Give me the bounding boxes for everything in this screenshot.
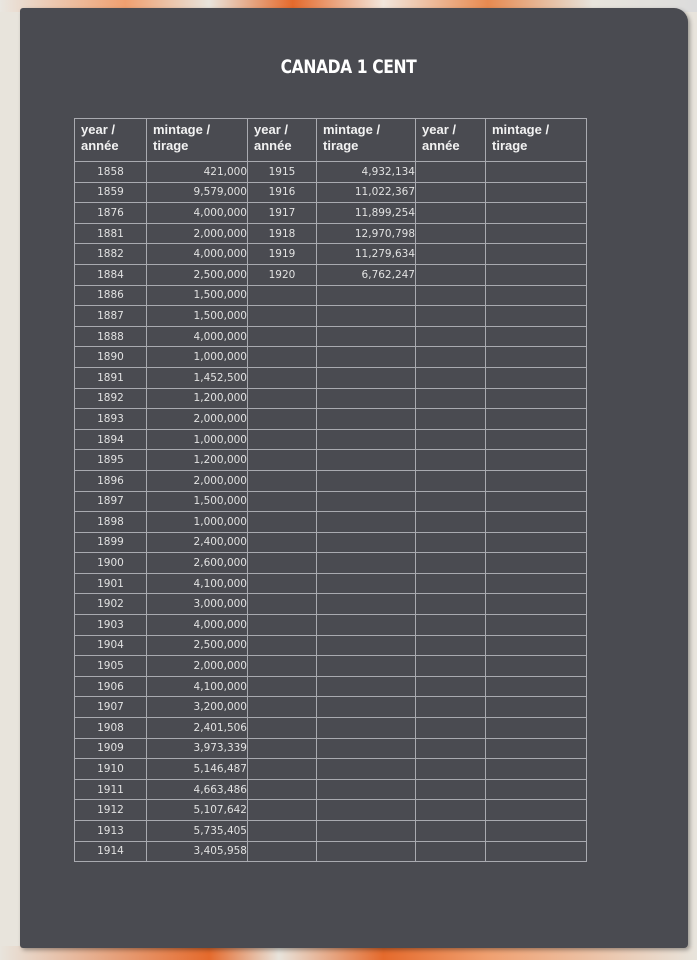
table-row — [75, 306, 587, 327]
year-cell — [248, 718, 317, 739]
year-cell — [248, 779, 317, 800]
table-row — [75, 409, 587, 430]
mintage-cell — [486, 697, 587, 718]
mintage-cell — [317, 676, 416, 697]
mintage-cell — [486, 656, 587, 677]
year-cell: 1899 — [75, 532, 147, 553]
table-row — [75, 779, 587, 800]
header-year-1: year / année — [75, 119, 147, 162]
year-cell — [248, 759, 317, 780]
mintage-cell — [317, 532, 416, 553]
table-row — [75, 676, 587, 697]
mintage-cell: 12,970,798 — [317, 223, 416, 244]
mintage-cell — [317, 635, 416, 656]
year-cell — [248, 532, 317, 553]
year-cell — [416, 615, 486, 636]
mintage-cell — [486, 162, 587, 183]
mintage-table — [74, 118, 587, 862]
mintage-cell — [317, 512, 416, 533]
table-row — [75, 615, 587, 636]
year-cell — [248, 615, 317, 636]
table-row — [75, 800, 587, 821]
mintage-cell — [486, 203, 587, 224]
mintage-cell — [317, 285, 416, 306]
year-cell — [416, 594, 486, 615]
mintage-cell — [486, 718, 587, 739]
mintage-cell — [317, 450, 416, 471]
mintage-cell: 1,500,000 — [147, 306, 248, 327]
year-cell — [416, 841, 486, 862]
year-cell — [248, 697, 317, 718]
year-cell: 1859 — [75, 182, 147, 203]
year-cell: 1906 — [75, 676, 147, 697]
table-row — [75, 491, 587, 512]
year-cell: 1916 — [248, 182, 317, 203]
mintage-cell: 5,146,487 — [147, 759, 248, 780]
background-artwork-bottom — [0, 946, 697, 960]
mintage-cell: 4,932,134 — [317, 162, 416, 183]
mintage-cell — [317, 697, 416, 718]
mintage-cell — [486, 738, 587, 759]
year-cell: 1917 — [248, 203, 317, 224]
mintage-cell: 1,000,000 — [147, 347, 248, 368]
year-cell — [248, 656, 317, 677]
mintage-cell: 1,200,000 — [147, 450, 248, 471]
mintage-cell — [486, 285, 587, 306]
mintage-cell — [486, 470, 587, 491]
year-cell — [248, 635, 317, 656]
mintage-cell: 3,200,000 — [147, 697, 248, 718]
table-row — [75, 162, 587, 183]
table-row — [75, 223, 587, 244]
mintage-cell — [486, 553, 587, 574]
mintage-cell: 11,279,634 — [317, 244, 416, 265]
header-year-2: year / année — [248, 119, 317, 162]
mintage-cell — [317, 718, 416, 739]
mintage-cell — [486, 841, 587, 862]
year-cell: 1895 — [75, 450, 147, 471]
mintage-cell — [486, 759, 587, 780]
year-cell — [248, 512, 317, 533]
mintage-cell — [486, 512, 587, 533]
mintage-cell: 3,000,000 — [147, 594, 248, 615]
year-cell — [248, 429, 317, 450]
mintage-cell: 6,762,247 — [317, 264, 416, 285]
year-cell: 1904 — [75, 635, 147, 656]
mintage-cell — [486, 388, 587, 409]
mintage-cell — [317, 306, 416, 327]
table-row — [75, 656, 587, 677]
table-row — [75, 841, 587, 862]
header-mintage-2: mintage / tirage — [317, 119, 416, 162]
year-cell — [248, 470, 317, 491]
year-cell — [416, 759, 486, 780]
year-cell: 1911 — [75, 779, 147, 800]
mintage-cell — [317, 429, 416, 450]
mintage-cell: 4,000,000 — [147, 326, 248, 347]
year-cell: 1909 — [75, 738, 147, 759]
year-cell — [248, 326, 317, 347]
table-row — [75, 759, 587, 780]
mintage-cell: 1,452,500 — [147, 367, 248, 388]
mintage-cell: 2,000,000 — [147, 409, 248, 430]
mintage-cell — [486, 635, 587, 656]
table-row — [75, 553, 587, 574]
mintage-cell — [486, 450, 587, 471]
page-title: CANADA 1 CENT — [280, 56, 417, 78]
mintage-cell: 2,500,000 — [147, 264, 248, 285]
table-row — [75, 532, 587, 553]
table-header-row — [75, 119, 587, 162]
year-cell — [416, 635, 486, 656]
year-cell — [416, 285, 486, 306]
year-cell — [416, 697, 486, 718]
mintage-cell — [317, 800, 416, 821]
table-row — [75, 388, 587, 409]
year-cell: 1915 — [248, 162, 317, 183]
mintage-cell — [486, 367, 587, 388]
table-row — [75, 367, 587, 388]
mintage-cell: 11,899,254 — [317, 203, 416, 224]
table-row — [75, 182, 587, 203]
table-row — [75, 821, 587, 842]
mintage-cell: 3,973,339 — [147, 738, 248, 759]
year-cell: 1894 — [75, 429, 147, 450]
year-cell: 1920 — [248, 264, 317, 285]
table-row — [75, 285, 587, 306]
mintage-cell — [486, 532, 587, 553]
table-row — [75, 347, 587, 368]
year-cell — [248, 409, 317, 430]
year-cell: 1912 — [75, 800, 147, 821]
year-cell — [416, 388, 486, 409]
table-row — [75, 244, 587, 265]
year-cell: 1898 — [75, 512, 147, 533]
mintage-cell — [486, 615, 587, 636]
mintage-cell: 4,100,000 — [147, 573, 248, 594]
mintage-cell: 1,000,000 — [147, 429, 248, 450]
mintage-cell — [317, 841, 416, 862]
mintage-cell — [317, 594, 416, 615]
table-row — [75, 594, 587, 615]
mintage-cell — [486, 821, 587, 842]
year-cell — [416, 223, 486, 244]
year-cell — [416, 553, 486, 574]
year-cell: 1919 — [248, 244, 317, 265]
mintage-cell — [317, 553, 416, 574]
year-cell: 1893 — [75, 409, 147, 430]
mintage-cell: 4,000,000 — [147, 203, 248, 224]
year-cell — [248, 553, 317, 574]
year-cell: 1897 — [75, 491, 147, 512]
mintage-cell — [317, 779, 416, 800]
mintage-cell: 2,000,000 — [147, 656, 248, 677]
year-cell: 1882 — [75, 244, 147, 265]
mintage-cell — [486, 429, 587, 450]
year-cell — [416, 162, 486, 183]
year-cell: 1908 — [75, 718, 147, 739]
year-cell — [416, 718, 486, 739]
mintage-cell: 5,735,405 — [147, 821, 248, 842]
year-cell: 1903 — [75, 615, 147, 636]
header-year-3: year / année — [416, 119, 486, 162]
year-cell: 1910 — [75, 759, 147, 780]
year-cell — [248, 594, 317, 615]
year-cell — [416, 470, 486, 491]
mintage-cell — [317, 821, 416, 842]
year-cell: 1858 — [75, 162, 147, 183]
header-mintage-3: mintage / tirage — [486, 119, 587, 162]
year-cell: 1905 — [75, 656, 147, 677]
year-cell: 1881 — [75, 223, 147, 244]
table-row — [75, 635, 587, 656]
mintage-cell — [486, 244, 587, 265]
mintage-cell — [317, 367, 416, 388]
table-row — [75, 450, 587, 471]
mintage-cell: 2,000,000 — [147, 470, 248, 491]
mintage-cell — [317, 326, 416, 347]
mintage-cell — [317, 738, 416, 759]
table-row — [75, 429, 587, 450]
year-cell — [248, 388, 317, 409]
year-cell: 1907 — [75, 697, 147, 718]
mintage-cell: 1,500,000 — [147, 491, 248, 512]
table-row — [75, 718, 587, 739]
mintage-cell: 1,500,000 — [147, 285, 248, 306]
year-cell: 1876 — [75, 203, 147, 224]
year-cell — [416, 244, 486, 265]
table-row — [75, 470, 587, 491]
mintage-cell: 2,000,000 — [147, 223, 248, 244]
mintage-cell — [486, 594, 587, 615]
year-cell — [416, 491, 486, 512]
year-cell — [416, 738, 486, 759]
year-cell — [416, 656, 486, 677]
year-cell: 1892 — [75, 388, 147, 409]
year-cell — [416, 409, 486, 430]
year-cell: 1888 — [75, 326, 147, 347]
mintage-cell — [317, 388, 416, 409]
mintage-cell: 4,000,000 — [147, 615, 248, 636]
mintage-cell: 9,579,000 — [147, 182, 248, 203]
mintage-cell — [486, 326, 587, 347]
mintage-cell: 4,100,000 — [147, 676, 248, 697]
mintage-cell — [317, 656, 416, 677]
mintage-cell: 2,600,000 — [147, 553, 248, 574]
year-cell — [416, 779, 486, 800]
year-cell — [248, 841, 317, 862]
table-row — [75, 738, 587, 759]
year-cell — [416, 512, 486, 533]
table-row — [75, 203, 587, 224]
year-cell — [248, 347, 317, 368]
mintage-cell: 2,401,506 — [147, 718, 248, 739]
mintage-cell: 421,000 — [147, 162, 248, 183]
year-cell: 1884 — [75, 264, 147, 285]
year-cell: 1887 — [75, 306, 147, 327]
year-cell — [416, 429, 486, 450]
year-cell — [416, 800, 486, 821]
mintage-cell: 4,000,000 — [147, 244, 248, 265]
year-cell — [248, 491, 317, 512]
mintage-cell — [486, 306, 587, 327]
year-cell: 1914 — [75, 841, 147, 862]
mintage-cell — [486, 573, 587, 594]
year-cell — [416, 182, 486, 203]
mintage-cell: 5,107,642 — [147, 800, 248, 821]
mintage-cell: 4,663,486 — [147, 779, 248, 800]
table-row — [75, 264, 587, 285]
year-cell — [248, 367, 317, 388]
year-cell: 1890 — [75, 347, 147, 368]
year-cell: 1901 — [75, 573, 147, 594]
year-cell — [416, 347, 486, 368]
year-cell — [248, 573, 317, 594]
table-body — [75, 162, 587, 862]
year-cell: 1913 — [75, 821, 147, 842]
mintage-cell: 1,000,000 — [147, 512, 248, 533]
mintage-cell: 1,200,000 — [147, 388, 248, 409]
year-cell — [416, 264, 486, 285]
year-cell: 1891 — [75, 367, 147, 388]
mintage-cell — [317, 470, 416, 491]
mintage-cell — [486, 347, 587, 368]
mintage-cell — [486, 264, 587, 285]
year-cell: 1918 — [248, 223, 317, 244]
mintage-cell: 3,405,958 — [147, 841, 248, 862]
table-row — [75, 573, 587, 594]
mintage-cell — [486, 409, 587, 430]
year-cell — [416, 532, 486, 553]
mintage-cell — [486, 800, 587, 821]
mintage-cell — [486, 182, 587, 203]
mintage-cell — [486, 491, 587, 512]
mintage-cell: 2,500,000 — [147, 635, 248, 656]
year-cell: 1902 — [75, 594, 147, 615]
year-cell — [248, 821, 317, 842]
year-cell: 1896 — [75, 470, 147, 491]
year-cell — [416, 821, 486, 842]
mintage-cell — [317, 409, 416, 430]
mintage-cell — [317, 491, 416, 512]
mintage-cell: 11,022,367 — [317, 182, 416, 203]
year-cell — [248, 738, 317, 759]
year-cell — [248, 306, 317, 327]
year-cell: 1886 — [75, 285, 147, 306]
year-cell — [248, 285, 317, 306]
mintage-cell — [317, 615, 416, 636]
mintage-cell — [317, 573, 416, 594]
year-cell — [248, 676, 317, 697]
mintage-cell — [317, 347, 416, 368]
mintage-cell — [486, 676, 587, 697]
year-cell — [416, 306, 486, 327]
year-cell — [416, 326, 486, 347]
table-row — [75, 512, 587, 533]
table-row — [75, 697, 587, 718]
year-cell — [416, 203, 486, 224]
year-cell: 1900 — [75, 553, 147, 574]
year-cell — [416, 450, 486, 471]
year-cell — [416, 676, 486, 697]
mintage-cell: 2,400,000 — [147, 532, 248, 553]
mintage-cell — [486, 223, 587, 244]
mintage-cell — [486, 779, 587, 800]
year-cell — [416, 367, 486, 388]
header-mintage-1: mintage / tirage — [147, 119, 248, 162]
mintage-cell — [317, 759, 416, 780]
year-cell — [248, 450, 317, 471]
year-cell — [416, 573, 486, 594]
table-row — [75, 326, 587, 347]
year-cell — [248, 800, 317, 821]
